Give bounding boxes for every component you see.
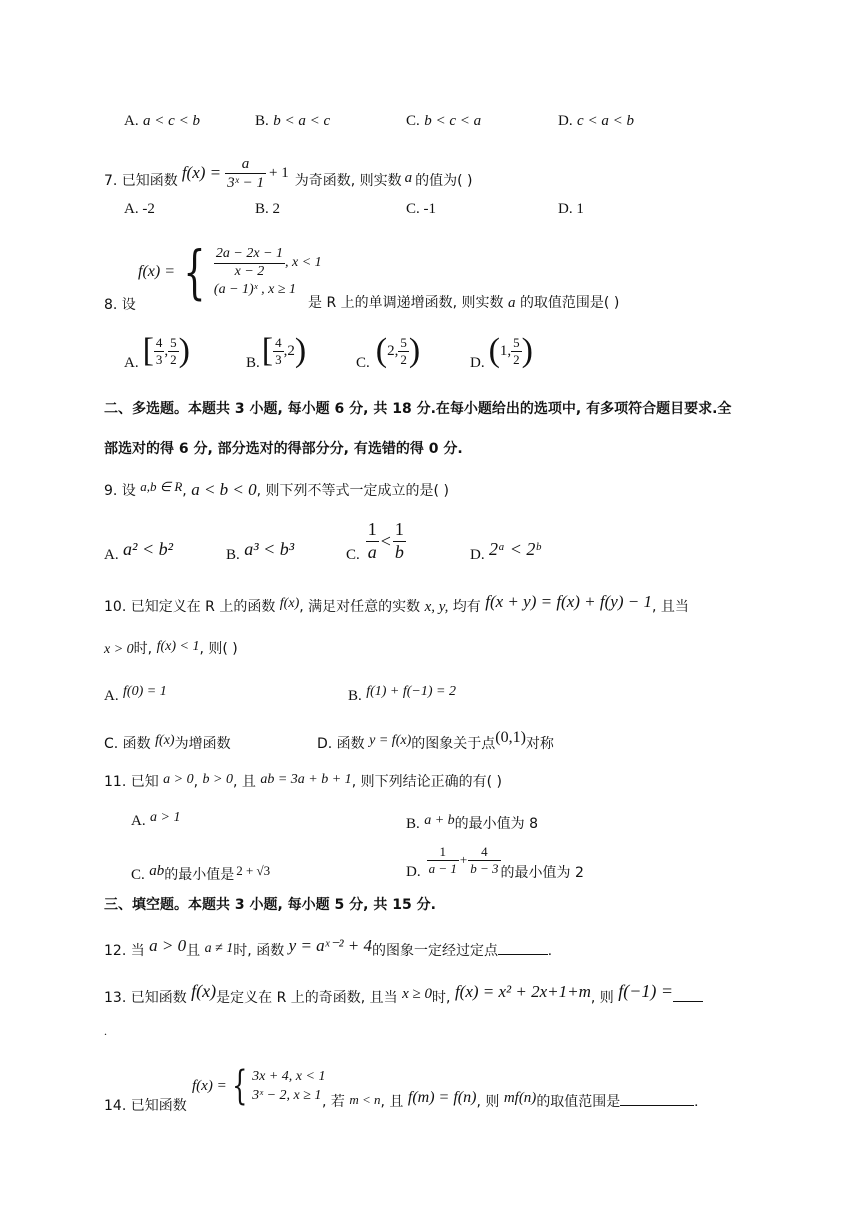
q14-suffix-line bbox=[322, 1091, 698, 1111]
q14-number: 14. 已知函数 bbox=[104, 1098, 187, 1114]
q10-option-d-text2: 的图象关于点 bbox=[411, 736, 496, 752]
q7-option-b: B. 2 bbox=[255, 201, 281, 217]
q13-mid: 是定义在 R 上的奇函数, 且当 bbox=[216, 990, 398, 1006]
q14-piecewise bbox=[192, 1064, 325, 1108]
q14-cond1: m < n bbox=[349, 1092, 381, 1107]
q11-option-c bbox=[131, 860, 271, 883]
q8-case1-cond: , x < 1 bbox=[285, 255, 322, 270]
q13-trailing-dot: . bbox=[104, 1024, 107, 1038]
q7-stem bbox=[104, 148, 472, 198]
q8-d-frac: $\frac{5}{2}$ bbox=[513, 334, 520, 367]
q10-option-d-expr: y = f(x) bbox=[369, 733, 412, 748]
q8-c-lparen: ( bbox=[375, 332, 388, 369]
q14-cond2: f(m) = f(n) bbox=[407, 1089, 477, 1106]
q10-option-b-label: B. bbox=[348, 688, 362, 704]
q12-number: 12. 当 bbox=[104, 943, 145, 959]
q9-comma: , bbox=[182, 483, 187, 499]
q9-option-a-label: A. bbox=[104, 547, 119, 563]
q7-option-d: D. 1 bbox=[558, 201, 584, 217]
q6-option-d-expr: c < a < b bbox=[577, 113, 634, 129]
q13-cond: x ≥ 0 bbox=[402, 986, 433, 1002]
q12-mid2: 时, 函数 bbox=[233, 943, 285, 959]
q9-option-d bbox=[470, 539, 541, 564]
q9-option-c-label: C. bbox=[346, 546, 360, 563]
q8-case-2: (a − 1)ˣ , x ≥ 1 bbox=[213, 282, 297, 298]
section3-title: 三、填空题。本题共 3 小题, 每小题 5 分, 共 15 分. bbox=[104, 897, 436, 913]
q11-cond1: a > 0 bbox=[163, 772, 194, 787]
q12-expr: y = aˣ⁻² + 4 bbox=[288, 936, 373, 955]
q8-number: 8. 设 bbox=[104, 297, 136, 313]
q10-option-a-label: A. bbox=[104, 688, 119, 704]
q11-option-c-text: 的最小值是 bbox=[164, 867, 235, 883]
q10-stem-line1 bbox=[104, 592, 689, 616]
q8-option-a-label: A. bbox=[124, 354, 139, 371]
q9-number: 9. 设 bbox=[104, 483, 136, 499]
q14-answer-blank[interactable] bbox=[620, 1105, 694, 1106]
q8-piecewise bbox=[138, 236, 322, 308]
q11-cond3: ab = 3a + b + 1 bbox=[260, 772, 352, 787]
q8-d-rparen: ) bbox=[521, 332, 533, 369]
q12-end: . bbox=[548, 943, 552, 959]
q10-mid: , 满足对任意的实数 bbox=[299, 599, 421, 615]
q11-option-c-label: C. bbox=[131, 867, 145, 883]
q8-case1-fraction bbox=[214, 246, 285, 281]
q6-option-d-label: D. bbox=[558, 113, 573, 129]
section2-line1: 二、多选题。本题共 3 小题, 每小题 6 分, 共 18 分.在每小题给出的选项中, 有多项符合题目要求.全 bbox=[104, 401, 732, 417]
q8-d-lparen: ( bbox=[488, 332, 500, 369]
q8-c-rparen: ) bbox=[408, 332, 421, 369]
q6-option-c-label: C. bbox=[406, 113, 420, 129]
q6-option-c bbox=[406, 113, 481, 130]
q7-number: 7. 已知函数 bbox=[104, 173, 178, 189]
q8-suffix-line bbox=[308, 292, 619, 312]
q8-option-b-label: B. bbox=[246, 354, 260, 371]
q9-c-frac2: $\frac{1}{b}$ bbox=[394, 518, 404, 562]
q8-option-c: C. ( 2, $\frac{5}{2}$ ) bbox=[356, 332, 421, 371]
q11-d-frac2: $\frac{4}{b - 3}$ bbox=[470, 843, 499, 876]
q13-expr: f(x) = x² + 2x+1+m bbox=[454, 982, 591, 1001]
q8-suffix2: 的取值范围是( ) bbox=[519, 295, 620, 311]
q9-option-b-label: B. bbox=[226, 547, 240, 563]
q11-option-d: D. $\frac{1}{a - 1}$ + $\frac{4}{b - 3}$ 的最小值为 2 bbox=[406, 843, 584, 881]
q7-tail: + 1 bbox=[268, 164, 289, 181]
q11-option-a-label: A. bbox=[131, 813, 146, 829]
q11-option-d-label: D. bbox=[406, 863, 421, 880]
q6-option-a-label: A. bbox=[124, 113, 139, 129]
q11-stem bbox=[104, 771, 502, 791]
q14-mid2: , 且 bbox=[380, 1094, 404, 1110]
q6-option-a bbox=[124, 113, 200, 130]
q8-a-rparen: ) bbox=[178, 332, 190, 369]
q12-cond2: a ≠ 1 bbox=[204, 941, 234, 956]
q10-number: 10. 已知定义在 R 上的函数 bbox=[104, 599, 276, 615]
q11-option-b-label: B. bbox=[406, 816, 420, 832]
q14-cond3: mf(n) bbox=[503, 1090, 537, 1106]
q14-suffix: 的取值范围是 bbox=[536, 1094, 621, 1110]
q7-option-c: C. -1 bbox=[406, 201, 436, 217]
q6-option-b-label: B. bbox=[255, 113, 269, 129]
q8-func-lhs: f(x) = bbox=[138, 263, 175, 280]
section2-line2: 部选对的得 6 分, 部分选对的得部分分, 有选错的得 0 分. bbox=[104, 441, 463, 457]
q10-option-c bbox=[104, 733, 231, 753]
q8-option-d: D. ( 1, $\frac{5}{2}$ ) bbox=[470, 332, 533, 371]
q7-func-lhs: f(x) = bbox=[181, 163, 222, 182]
q13-ask: f(−1) = bbox=[618, 981, 674, 1001]
q14-left-brace-icon: { bbox=[231, 1063, 248, 1109]
q10-option-b bbox=[348, 683, 456, 704]
q9-stem bbox=[104, 480, 449, 500]
q10-stem-line2 bbox=[104, 638, 238, 658]
q8-var: a bbox=[507, 295, 516, 311]
q11-cond2: b > 0 bbox=[202, 772, 233, 787]
q9-option-c: C. $\frac{1}{a}$ < $\frac{1}{b}$ bbox=[346, 518, 404, 563]
q10-fx: f(x) bbox=[279, 596, 300, 611]
q9-option-a-expr: a² < b² bbox=[123, 539, 173, 559]
q8-case1-numerator: 2a − 2x − 1 bbox=[214, 246, 285, 264]
q8-option-b: B. [ $\frac{4}{3}$ ,2 ) bbox=[246, 332, 307, 371]
q10-mid2: 均有 bbox=[452, 599, 481, 615]
q11-option-c-val: 2 + √3 bbox=[236, 863, 271, 878]
q12-cond1: a > 0 bbox=[149, 936, 187, 955]
q10-option-c-text1: C. 函数 bbox=[104, 736, 151, 752]
q8-option-c-label: C. bbox=[356, 354, 370, 371]
q11-option-b-expr: a + b bbox=[424, 813, 455, 828]
q13-fx: f(x) bbox=[191, 981, 217, 1001]
q6-option-b-expr: b < a < c bbox=[273, 113, 331, 129]
q11-suffix: , 则下列结论正确的有( ) bbox=[351, 774, 502, 790]
q11-option-c-expr: ab bbox=[149, 863, 165, 879]
q9-c-frac1: $\frac{1}{a}$ bbox=[367, 518, 377, 562]
q14-case-2: 3ˣ − 2, x ≥ 1 bbox=[252, 1088, 322, 1103]
q9-option-d-expr: 2ᵃ < 2ᵇ bbox=[489, 539, 541, 559]
q10-option-c-text2: 为增函数 bbox=[174, 736, 231, 752]
q10-option-d-text1: D. 函数 bbox=[317, 736, 365, 752]
q8-suffix: 是 R 上的单调递增函数, 则实数 bbox=[308, 295, 504, 311]
q11-d-frac1: $\frac{1}{a - 1}$ bbox=[428, 843, 457, 876]
q6-option-b bbox=[255, 113, 330, 130]
q10-option-a bbox=[104, 683, 167, 704]
q13-number: 13. 已知函数 bbox=[104, 990, 187, 1006]
q7-suffix: 为奇函数, 则实数 bbox=[294, 173, 402, 189]
q7-suffix2: 的值为( ) bbox=[415, 173, 473, 189]
q14-mid3: , 则 bbox=[476, 1094, 500, 1110]
q11-option-a-expr: a > 1 bbox=[150, 810, 181, 825]
q7-option-a: A. -2 bbox=[124, 201, 155, 217]
q6-option-c-expr: b < c < a bbox=[424, 113, 482, 129]
q14-cases bbox=[252, 1067, 325, 1105]
q10-option-d bbox=[317, 729, 554, 753]
q9-cond1: a,b ∈ R bbox=[140, 479, 183, 494]
q8-case1-denominator: x − 2 bbox=[234, 263, 265, 279]
q8-a-frac2: $\frac{5}{2}$ bbox=[170, 334, 177, 367]
q9-option-b bbox=[226, 539, 295, 564]
q12-stem bbox=[104, 936, 552, 960]
q10-option-a-expr: f(0) = 1 bbox=[123, 684, 167, 699]
q11-option-b bbox=[406, 809, 539, 832]
q14-case-1: 3x + 4, x < 1 bbox=[252, 1069, 326, 1084]
q12-mid: 且 bbox=[186, 943, 201, 959]
q9-option-d-label: D. bbox=[470, 547, 485, 563]
q12-suffix: 的图象一定经过定点 bbox=[372, 943, 499, 959]
q12-answer-blank[interactable] bbox=[498, 954, 548, 955]
q8-b-lbracket: [ bbox=[261, 332, 274, 369]
q8-b-rparen: ) bbox=[294, 332, 307, 369]
q10-option-d-text3: 对称 bbox=[525, 736, 554, 752]
q8-a-frac1: $\frac{4}{3}$ bbox=[155, 334, 163, 367]
q8-cases bbox=[214, 246, 322, 299]
q8-b-frac1: $\frac{4}{3}$ bbox=[275, 334, 282, 367]
q8-left-brace-icon: { bbox=[183, 238, 206, 306]
q11-comma: , bbox=[193, 774, 199, 790]
q7-fraction bbox=[225, 155, 266, 192]
q7-var: a bbox=[404, 169, 413, 186]
q8-case-1 bbox=[214, 246, 322, 281]
q13-stem bbox=[104, 981, 703, 1007]
q9-option-b-expr: a³ < b³ bbox=[244, 539, 295, 559]
q10-line2-mid: 时, bbox=[133, 641, 153, 657]
q10-option-b-expr: f(1) + f(−1) = 2 bbox=[366, 684, 456, 699]
q9-suffix: , 则下列不等式一定成立的是( ) bbox=[256, 483, 449, 499]
q14-func-lhs: f(x) = bbox=[192, 1077, 227, 1094]
q8-a-lbracket: [ bbox=[142, 332, 154, 369]
q6-option-a-expr: a < c < b bbox=[143, 113, 200, 129]
q6-option-d bbox=[558, 113, 634, 130]
q10-option-d-point: (0,1) bbox=[495, 729, 526, 746]
q14-mid: , 若 bbox=[322, 1094, 345, 1110]
q7-fraction-denominator: 3ˣ − 1 bbox=[227, 174, 264, 191]
q11-option-d-text: 的最小值为 2 bbox=[500, 865, 584, 881]
q8-option-a: A. [ $\frac{4}{3}$ , $\frac{5}{2}$ ) bbox=[124, 332, 190, 371]
q10-vars: x, y, bbox=[424, 599, 449, 615]
q9-option-a bbox=[104, 539, 173, 564]
q11-option-a bbox=[131, 809, 181, 829]
q10-line2-cond: x > 0 bbox=[104, 642, 134, 657]
q10-option-c-fx: f(x) bbox=[155, 733, 175, 748]
q13-mid2: 时, bbox=[432, 990, 451, 1006]
q10-line2-ineq: f(x) < 1 bbox=[156, 639, 200, 654]
q7-fraction-numerator: a bbox=[225, 155, 266, 174]
q13-answer-blank[interactable] bbox=[673, 1001, 703, 1002]
q10-equation: f(x + y) = f(x) + f(y) − 1 bbox=[485, 592, 652, 611]
q13-mid3: , 则 bbox=[590, 990, 614, 1006]
q11-number: 11. 已知 bbox=[104, 774, 159, 790]
q9-cond2: a < b < 0 bbox=[191, 480, 257, 499]
q14-end: . bbox=[694, 1094, 699, 1110]
q8-c-frac: $\frac{5}{2}$ bbox=[400, 334, 407, 367]
q8-option-d-label: D. bbox=[470, 354, 485, 371]
q11-option-b-text: 的最小值为 8 bbox=[454, 816, 539, 832]
q11-mid: , 且 bbox=[232, 774, 256, 790]
q10-tail: , 且当 bbox=[651, 599, 689, 615]
q10-line2-tail: , 则( ) bbox=[199, 641, 238, 657]
